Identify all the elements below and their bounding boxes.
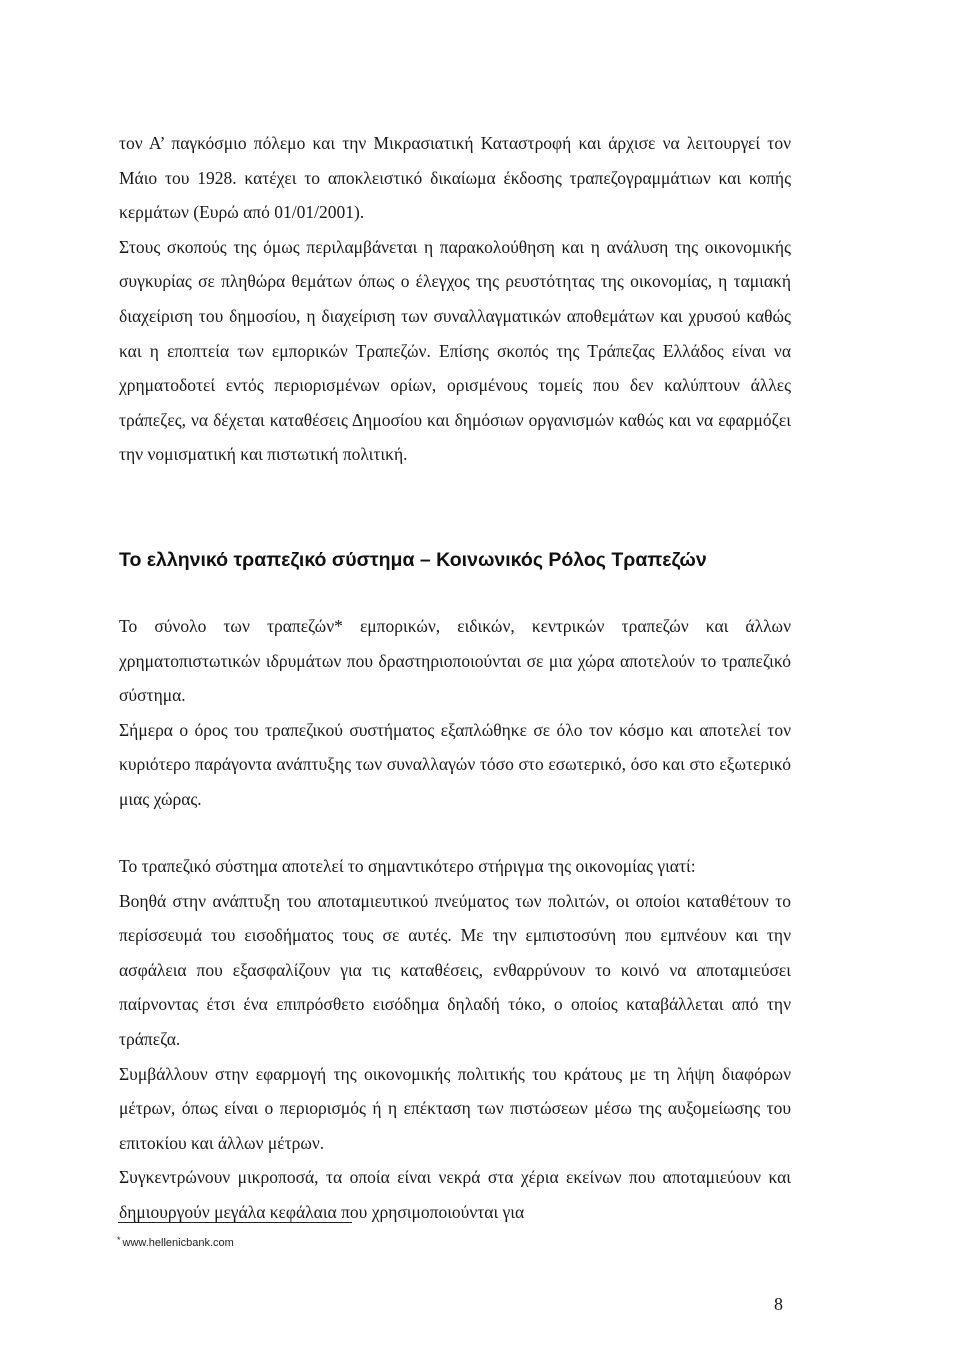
footnote-mark: * [117, 1235, 121, 1245]
paragraph: Σήμερα ο όρος του τραπεζικού συστήματος εξαπλώθηκε σε όλο τον κόσμο και αποτελεί τον κυριότερο παράγοντα ανάπτυξης των συναλλαγών τόσο στο εσωτερικό, όσο και στο εξωτερικό μιας χώρας. [119, 719, 791, 809]
section-heading: Το ελληνικό τραπεζικό σύστημα – Κοινωνικός Ρόλος Τραπεζών [119, 549, 707, 571]
paragraph: Συγκεντρώνουν μικροποσά, τα οποία είναι νεκρά στα χέρια εκείνων που αποταμιεύουν και δημιουργούν μεγάλα κεφάλαια που χρησιμοποιούνται για [119, 1167, 791, 1222]
paragraph: Συμβάλλουν στην εφαρμογή της οικονομικής πολιτικής του κράτους με τη λήψη διαφόρων μέτρων, όπως είναι ο περιορισμός ή η επέκταση των πιστώσεων μέσω της αυξομείωσης του επιτοκίου και άλλων μέτρων. [119, 1063, 791, 1153]
page-number: 8 [774, 1294, 783, 1314]
paragraph: Το σύνολο των τραπεζών* εμπορικών, ειδικών, κεντρικών τραπεζών και άλλων χρηματοπιστωτικών ιδρυμάτων που δραστηριοποιούνται σε μια χώρα αποτελούν το τραπεζικό σύστημα. [119, 616, 791, 706]
social-role-section [119, 849, 791, 1230]
footnote [117, 1236, 234, 1250]
intro-section [119, 126, 791, 472]
paragraph: Στους σκοπούς της όμως περιλαμβάνεται η παρακολούθηση και η ανάλυση της οικονομικής συγκυρίας σε πληθώρα θεμάτων όπως ο έλεγχος της ρευστότητας της οικονομίας, η ταμιακή διαχείριση του δημοσίου, η διαχείριση των συναλλαγματικών αποθεμάτων και χρυσού καθώς και η εποπτεία των εμπορικών Τραπεζών. Επίσης σκοπός της Τράπεζας Ελλάδος είναι να χρηματοδοτεί εντός περιορισμένων ορίων, ορισμένους τομείς που δεν καλύπτουν άλλες τράπεζες, να δέχεται καταθέσεις Δημοσίου και δημόσιων οργανισμών καθώς και να εφαρμόζει την νομισματική και πιστωτική πολιτική. [119, 236, 791, 465]
paragraph: τον Α’ παγκόσμιο πόλεμο και την Μικρασιατική Καταστροφή και άρχισε να λειτουργεί τον Μάιο του 1928. κατέχει το αποκλειστικό δικαίωμα έκδοσης τραπεζογραμμάτιων και κοπής κερμάτων (Ευρώ από 01/01/2001). [119, 133, 791, 223]
footnote-text: www.hellenicbank.com [122, 1237, 234, 1249]
paragraph: Βοηθά στην ανάπτυξη του αποταμιευτικού πνεύματος των πολιτών, οι οποίοι καταθέτουν το περίσσευμά του εισοδήματος τους σε αυτές. Με την εμπιστοσύνη που εμπνέουν και την ασφάλεια που εξασφαλίζουν για τις καταθέσεις, ενθαρρύνουν το κοινό να αποταμιεύσει παίρνοντας έτσι ένα επιπρόσθετο εισόδημα δηλαδή τόκο, ο οποίος καταβάλλεται από την τράπεζα. [119, 890, 791, 1049]
paragraph: Το τραπεζικό σύστημα αποτελεί το σημαντικότερο στήριγμα της οικονομίας γιατί: [119, 856, 696, 876]
footnote-divider [118, 1222, 352, 1223]
banking-system-section [119, 609, 791, 817]
